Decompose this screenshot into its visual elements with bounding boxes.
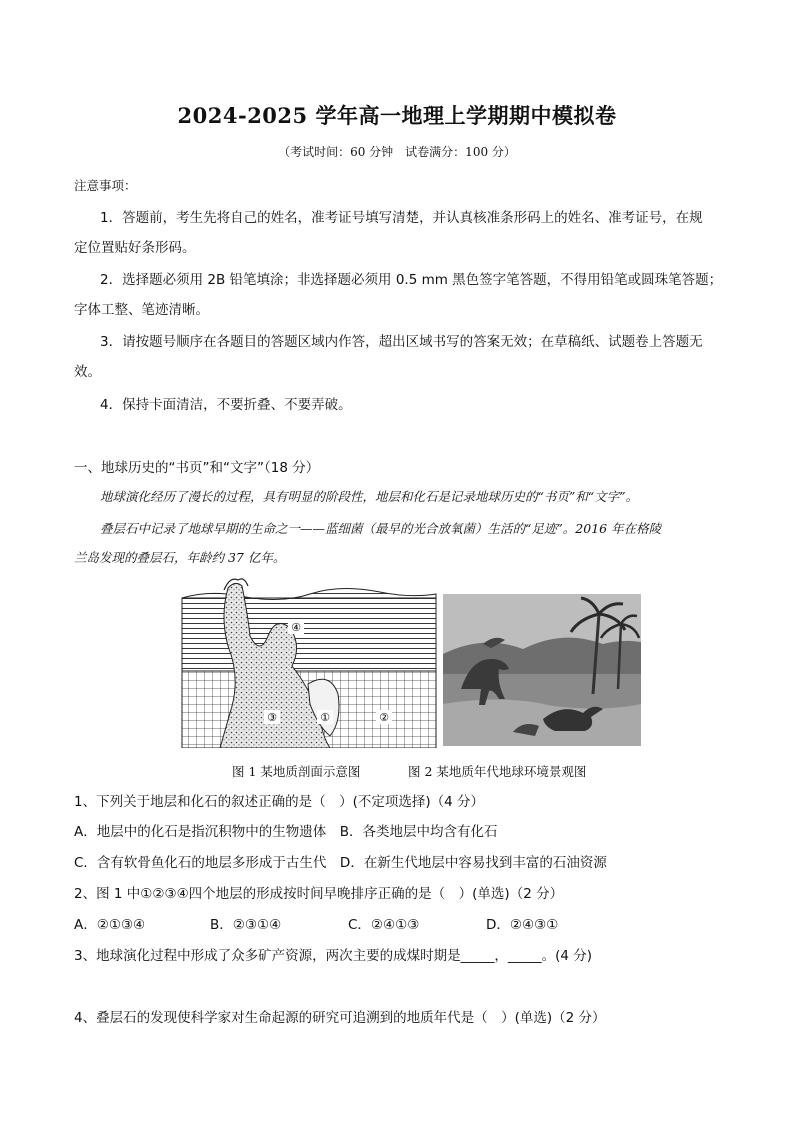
note-line: 4．保持卡面清洁，不要折叠、不要弄破。 xyxy=(100,397,352,413)
note-line: 字体工整、笔迹清晰。 xyxy=(74,302,209,318)
geologic-section-figure xyxy=(180,576,438,748)
intro-paragraph: 地球演化经历了漫长的过程，具有明显的阶段性，地层和化石是记录地球历史的“书页”和“文字”。 xyxy=(100,489,639,504)
layer-label: ③ xyxy=(267,711,277,724)
layer-label: ④ xyxy=(291,621,301,634)
question-1: 1、下列关于地层和化石的叙述正确的是（ ）(不定项选择)（4 分） xyxy=(74,794,485,810)
question-4: 4、叠层石的发现使科学家对生命起源的研究可追溯到的地质年代是（ ）(单选)（2 分） xyxy=(74,1010,606,1026)
layer-label: ① xyxy=(320,711,330,724)
notes-heading: 注意事项： xyxy=(74,178,137,193)
note-line: 2．选择题必须用 2B 铅笔填涂；非选择题必须用 0.5 mm 黑色签字笔答题，不得用铅笔或圆珠笔答题； xyxy=(100,272,723,288)
question-1-option-row: C．含有软骨鱼化石的地层多形成于古生代 D．在新生代地层中容易找到丰富的石油资源 xyxy=(74,855,607,871)
question-2-option: C．②④①③ xyxy=(348,917,420,933)
page-title: 2024-2025 学年高一地理上学期期中模拟卷 xyxy=(177,103,617,128)
intro-paragraph: 叠层石中记录了地球早期的生命之一——蓝细菌（最早的光合放氧菌）生活的“足迹”。2016 年在格陵 xyxy=(100,521,662,536)
question-2-option: B．②③①④ xyxy=(210,917,282,933)
figure-caption: 图 1 某地质剖面示意图 xyxy=(232,764,361,779)
note-line: 1．答题前，考生先将自己的姓名，准考证号填写清楚，并认真核准条形码上的姓名、准考证号，在规 xyxy=(100,210,703,226)
intro-paragraph: 兰岛发现的叠层石，年龄约 37 亿年。 xyxy=(74,550,286,565)
dinosaur-landscape-figure xyxy=(443,594,641,746)
question-1-option-row: A．地层中的化石是指沉积物中的生物遗体 B．各类地层中均含有化石 xyxy=(74,824,498,840)
question-2-option: A．②①③④ xyxy=(74,917,146,933)
question-3: 3、地球演化过程中形成了众多矿产资源，两次主要的成煤时期是_____，_____。(4 分) xyxy=(74,948,593,964)
note-line: 效。 xyxy=(74,364,101,380)
question-2: 2、图 1 中①②③④四个地层的形成按时间早晚排序正确的是（ ）(单选)（2 分） xyxy=(74,886,564,902)
note-line: 定位置贴好条形码。 xyxy=(74,240,196,256)
question-2-option: D．②④③① xyxy=(486,917,559,933)
exam-info: （考试时间：60 分钟 试卷满分：100 分） xyxy=(278,145,516,159)
note-line: 3．请按题号顺序在各题目的答题区域内作答，超出区域书写的答案无效；在草稿纸、试题卷上答题无 xyxy=(100,334,703,350)
section-heading: 一、地球历史的“书页”和“文字”（18 分） xyxy=(74,460,320,476)
layer-label: ② xyxy=(379,711,389,724)
figure-caption: 图 2 某地质年代地球环境景观图 xyxy=(408,764,587,779)
